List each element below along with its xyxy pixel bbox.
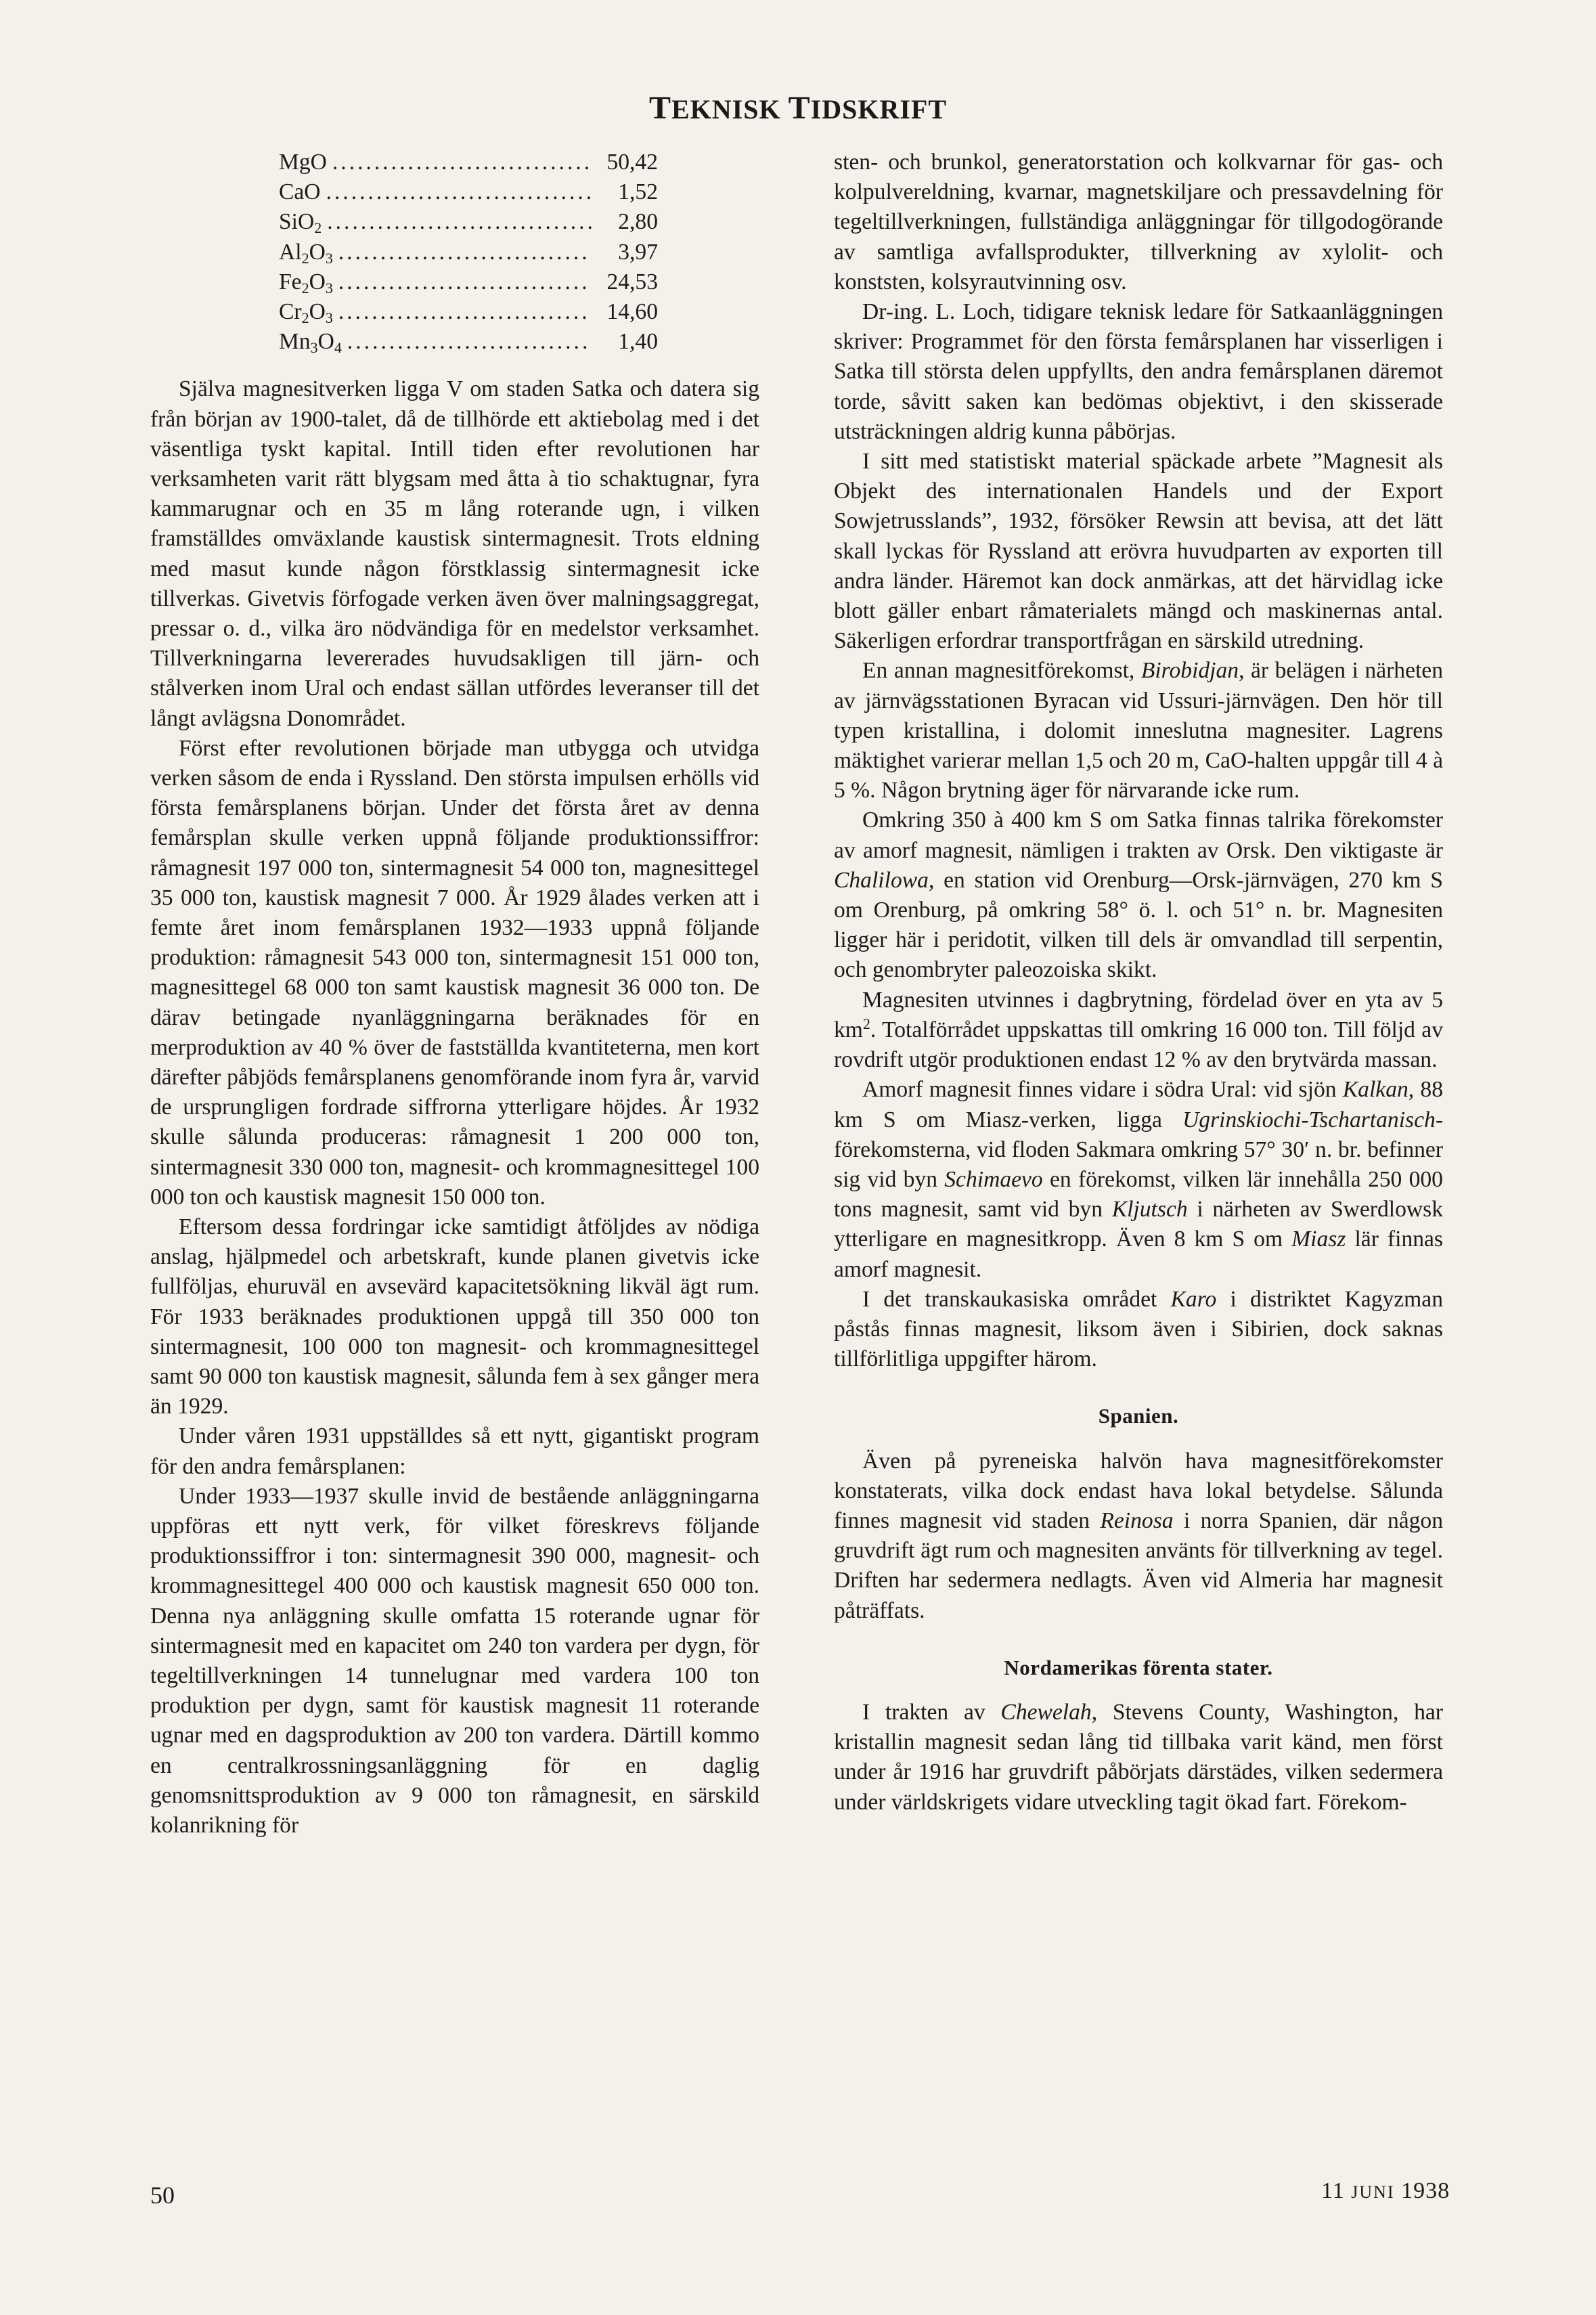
composition-row: MgO ..... 50,42 <box>279 148 658 177</box>
section-heading: Nordamerikas förenta stater. <box>1004 1655 1273 1679</box>
paragraph: Även på pyreneiska halvön hava magnesitförekomster konstaterats, vilka dock endast hava lokal betydelse. Sålunda finnes magnesit vid staden Reinosa i norra Spanien, där någon gruvdrift ägt rum och magnesiten använts för tillverkning av tegel. Driften har sedermera nedlagts. Även vid Almeria har magnesit påträffats. <box>834 1448 1444 1623</box>
paragraph: En annan magnesitförekomst, Birobidjan, är belägen i närheten av järnvägsstationen Byracan vid Ussuri-järnvägen. Den hör till typen kristallina, i dolomit inneslutna magnesiter. Lagrens mäktighet varierar mellan 1,5 och 20 m, CaO-halten uppgår till 4 à 5 %. Någon brytning äger för närvarande icke rum. <box>834 658 1443 803</box>
paragraph: Magnesiten utvinnes i dagbrytning, fördelad över en yta av 5 $km^2$. Totalförrådet uppskattas till omkring 16 000 ton. Till följd av rovdrift utgör produktionen endast 12 % av den brytvärda massan. <box>834 987 1443 1073</box>
paragraph: Först efter revolutionen började man utbygga och utvidga verken såsom de enda i Ryssland. Den största impulsen erhölls vid första femårsplanens början. Under det första året av denna femårsplan skulle verken uppnå följande produktionssiffror: råmagnesit 197 000 ton, sintermagnesit 54 000 ton, magnesittegel 35 000 ton, kaustisk magnesit 7 000. År 1929 ålades verken att i femte året inom femårsplanen 1932—1933 uppnå följande produktion: råmagnesit 543 000 ton, sintermagnesit 151 000 ton, magnesittegel 68 000 ton samt kaustisk magnesit 36 000 ton. De därav betingade nyanläggningarna beräknades för en merproduktion av 40 % över de fastställda kvantiteterna, men kort därefter påbjöds femårsplanens genomförande inom fyra år, varvid de ursprungligen fordrade siffrorna ytterligare höjdes. År 1932 skulle sålunda produceras: råmagnesit 1 200 000 ton, sintermagnesit 330 000 ton, magnesit- och krommagnesittegel 100 000 ton och kaustisk magnesit 150 000 ton. <box>150 735 759 1210</box>
composition-row: $Cr_2O_3$ ..... 14,60 <box>279 297 658 327</box>
journal-header: TEKNISK TIDSKRIFT <box>648 90 948 126</box>
paragraph: I sitt med statistiskt material späckade arbete ”Magnesit als Objekt des internationalen Handels und der Export Sowjetrusslands”, 1932, försöker Rewsin att bevisa, att det lätt skall lyckas för Ryssland att erövra huvudparten av exporten till andra länder. Häremot kan dock anmärkas, att det härvidlag icke blott gäller enbart råmaterialets mängd och maskinernas antal. Säkerligen erfordrar transportfrågan en särskild utredning. <box>834 449 1443 654</box>
paragraph: I trakten av Chewelah, Stevens County, Washington, har kristallin magnesit sedan lång tid tillbaka varit känd, men först under år 1916 har gruvdrift påbörjats därstädes, vilken sedermera under världskrigets vidare utveckling tagit ökad fart. Förekom- <box>834 1699 1443 1815</box>
paragraph: sten- och brunkol, generatorstation och kolkvarnar för gas- och kolpulvereldning, kvarnar, magnetskiljare och pressavdelning för tegeltillverkningen, fullständiga anläggningar för tillgodogörande av samtliga avfallsprodukter, tillverkning av xylolit- och konststen, kolsyrautvinning osv. <box>834 150 1443 294</box>
paragraph: Under 1933—1937 skulle invid de bestående anläggningarna uppföras ett nytt verk, för vilket föreskrevs följande produktionssiffror i ton: sintermagnesit 390 000, magnesit- och krommagnesittegel 400 000 och kaustisk magnesit 650 000 ton. Denna nya anläggning skulle omfatta 15 roterande ugnar för sintermagnesit med en kapacitet om 240 ton vardera per dygn, för tegeltillverkningen 14 tunnelugnar med vardera 100 ton produktion per dygn, samt för kaustisk magnesit 11 roterande ugnar med en dagsproduktion av 200 ton vardera. Därtill kommo en centralkrossningsanläggning för en daglig genomsnittsproduktion av 9 000 ton råmagnesit, en särskild kolanrikning för <box>150 1483 759 1838</box>
composition-row: CaO ..... 1,52 <box>279 177 658 207</box>
paragraph: Eftersom dessa fordringar icke samtidigt åtföljdes av nödiga anslag, hjälpmedel och arbetskraft, kunde planen givetvis icke fullföljas, ehuruväl en avsevärd kapacitetsökning likväl ägt rum. För 1933 beräknades produktionen uppgå till 350 000 ton sintermagnesit, 100 000 ton magnesit- och krommagnesittegel samt 90 000 ton kaustisk magnesit, sålunda fem à sex gånger mera än 1929. <box>150 1214 759 1419</box>
paragraph: I det transkaukasiska området Karo i distriktet Kagyzman påstås finnas magnesit, liksom även i Sibirien, dock saknas tillförlitliga uppgifter härom. <box>834 1286 1443 1372</box>
composition-row: $Fe_2O_3$ ..... 24,53 <box>279 267 658 297</box>
section-heading: Spanien. <box>1098 1404 1179 1428</box>
paragraph: Amorf magnesit finnes vidare i södra Ural: vid sjön Kalkan, 88 km S om Miasz-verken, ligga Ugrinskiochi-Tschartanisch-förekomsterna, vid floden Sakmara omkring 57° 30′ n. br. befinner sig vid byn Schimaevo en förekomst, vilken lär innehålla 250 000 tons magnesit, samt vid byn Kljutsch i närheten av Swerdlowsk ytterligare en magnesitkropp. Även 8 km S om Miasz lär finnas amorf magnesit. <box>834 1077 1443 1282</box>
composition-row: $Mn_3O_4$ ..... 1,40 <box>279 327 658 357</box>
left-column <box>150 148 759 1840</box>
right-column <box>834 148 1443 1817</box>
paragraph: Under våren 1931 uppställdes så ett nytt, gigantiskt program för den andra femårsplanen: <box>150 1424 759 1479</box>
paragraph: Dr-ing. L. Loch, tidigare teknisk ledare för Satkaanläggningen skriver: Programmet för den första femårsplanen har visserligen i Satka till största delen uppfyllts, den andra femårsplanen däremot torde, såvitt saken kan bedömas objektivt, i den skisserade utsträckningen aldrig kunna påbörjas. <box>834 299 1443 444</box>
issue-date: 11 JUNI 1938 <box>1321 2178 1450 2203</box>
composition-table <box>279 148 658 357</box>
composition-row: $Al_2O_3$ ..... 3,97 <box>279 238 658 267</box>
paragraph: Själva magnesitverken ligga V om staden Satka och datera sig från början av 1900-talet, då de tillhörde ett aktiebolag med i det väsentliga tyskt kapital. Intill tiden efter revolutionen har verksamheten varit rätt blygsam med åtta à tio schaktugnar, fyra kammarugnar och en 35 m lång roterande ugn, i vilken framställdes omväxlande kaustisk sintermagnesit. Trots eldning med masut kunde någon förstklassig sintermagnesit icke tillverkas. Givetvis förfogade verken även över malningsaggregat, pressar o. d., vilka äro nödvändiga för en medelstor verksamhet. Tillverkningarna levererades huvudsakligen till järn- och stålverken inom Ural och endast sällan utfördes leveranser till det långt avlägsna Donområdet. <box>150 376 759 731</box>
paragraph: Omkring 350 à 400 km S om Satka finnas talrika förekomster av amorf magnesit, nämligen i trakten av Orsk. Den viktigaste är Chalilowa, en station vid Orenburg—Orsk-järnvägen, 270 km S om Orenburg, på omkring 58° ö. l. och 51° n. br. Magnesiten ligger här i peridotit, vilken till dels är omvandlad till serpentin, och genombryter paleozoiska skikt. <box>834 808 1443 983</box>
page-number: 50 <box>150 2182 175 2209</box>
composition-row: SiO$_2$ ..... 2,80 <box>279 207 658 237</box>
